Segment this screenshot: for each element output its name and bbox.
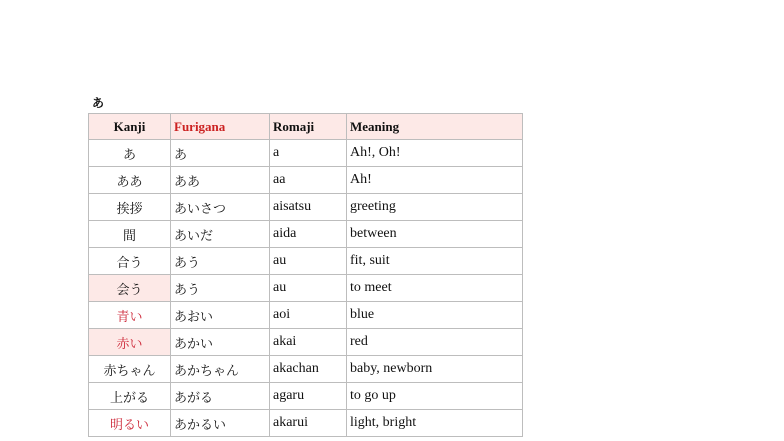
cell-kanji: 合う [89, 248, 171, 275]
table-row [89, 140, 523, 167]
cell-romaji: aisatsu [270, 194, 347, 221]
cell-kanji: 上がる [89, 383, 171, 410]
vocabulary-table [88, 113, 523, 437]
column-header-meaning: Meaning [347, 114, 523, 140]
table-row [89, 356, 523, 383]
section-heading: あ [92, 96, 105, 110]
cell-romaji: aoi [270, 302, 347, 329]
cell-meaning: to go up [347, 383, 523, 410]
cell-meaning: fit, suit [347, 248, 523, 275]
cell-romaji: au [270, 248, 347, 275]
table-body [89, 140, 523, 437]
cell-furigana: あう [171, 248, 270, 275]
cell-meaning: blue [347, 302, 523, 329]
cell-meaning: red [347, 329, 523, 356]
cell-romaji: aida [270, 221, 347, 248]
cell-furigana: あかい [171, 329, 270, 356]
table-row [89, 194, 523, 221]
cell-furigana: あかちゃん [171, 356, 270, 383]
cell-furigana: あう [171, 275, 270, 302]
cell-meaning: Ah!, Oh! [347, 140, 523, 167]
cell-kanji: 青い [89, 302, 171, 329]
cell-meaning: baby, newborn [347, 356, 523, 383]
table-row [89, 329, 523, 356]
cell-furigana: あおい [171, 302, 270, 329]
cell-kanji: 間 [89, 221, 171, 248]
table-row [89, 410, 523, 437]
cell-kanji: 会う [89, 275, 171, 302]
cell-furigana: あがる [171, 383, 270, 410]
cell-romaji: agaru [270, 383, 347, 410]
cell-romaji: a [270, 140, 347, 167]
cell-romaji: akai [270, 329, 347, 356]
column-header-furigana: Furigana [171, 114, 270, 140]
cell-meaning: greeting [347, 194, 523, 221]
cell-kanji: ああ [89, 167, 171, 194]
cell-kanji: 明るい [89, 410, 171, 437]
cell-kanji: あ [89, 140, 171, 167]
cell-meaning: between [347, 221, 523, 248]
table-row [89, 248, 523, 275]
cell-kanji: 赤ちゃん [89, 356, 171, 383]
cell-meaning: Ah! [347, 167, 523, 194]
table-row [89, 275, 523, 302]
cell-romaji: akachan [270, 356, 347, 383]
column-header-romaji: Romaji [270, 114, 347, 140]
table-header-row [89, 114, 523, 140]
table-row [89, 167, 523, 194]
cell-kanji: 挨拶 [89, 194, 171, 221]
cell-meaning: light, bright [347, 410, 523, 437]
cell-romaji: aa [270, 167, 347, 194]
cell-furigana: あいだ [171, 221, 270, 248]
cell-furigana: ああ [171, 167, 270, 194]
table-row [89, 302, 523, 329]
table-row [89, 221, 523, 248]
column-header-kanji: Kanji [89, 114, 171, 140]
table-row [89, 383, 523, 410]
cell-romaji: akarui [270, 410, 347, 437]
cell-furigana: あ [171, 140, 270, 167]
cell-furigana: あかるい [171, 410, 270, 437]
cell-kanji: 赤い [89, 329, 171, 356]
cell-furigana: あいさつ [171, 194, 270, 221]
cell-meaning: to meet [347, 275, 523, 302]
cell-romaji: au [270, 275, 347, 302]
